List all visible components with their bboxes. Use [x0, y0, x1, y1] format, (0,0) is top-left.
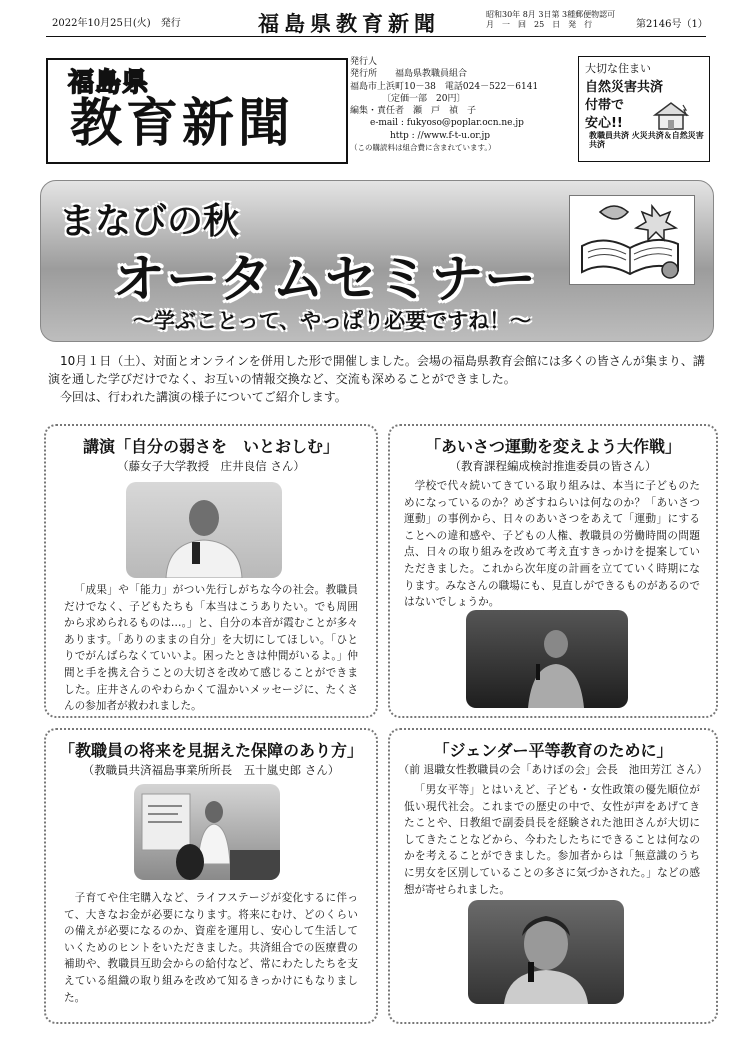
article-body: 「男女平等」とはいえど、子ども・女性政策の優先順位が低い現代社会。これまでの歴史の中で、女性が声をあげてきたことや、日教組で副委員長を経験された池田さんが大切にしてきたことなどから、今わたしたちにできることは何なのかを考えることができました。参加者からは「無意識のうちに男女を区別していることの多さに気づかされた。」などの感想が寄せられました。 — [404, 784, 700, 896]
intro-text — [48, 352, 710, 406]
permit-line-2: 月 一 回 25 日 発 行 — [486, 20, 593, 29]
article-title: 「ジェンダー平等教育のために」 — [433, 741, 673, 760]
banner-subtitle: ～学ぶことって、やっぱり必要ですね！～ — [133, 309, 532, 333]
article-byline: （前 退職女性教職員の会「あけぼの会」会長 池田芳江 さん） — [398, 763, 708, 776]
article-title: 「教職員の将来を見据えた保障のあり方」 — [58, 741, 363, 760]
article-body: 子育てや住宅購入など、ライフステージが変化するに伴って、大きなお金が必要になります。将来にむけ、どのくらいの備えが必要になるのか、資産を運用し、安心して生活していくためのヒントをいただきました。共済組合での医療費の補助や、教職員互助会からの給付など、常にわたしたちを支えている組織の取り組みを改めて知るきっかけにもなりました。 — [64, 892, 358, 1004]
issue-date: 2022年10月25日(火) 発行 — [52, 18, 181, 29]
logo-title: 教育新聞 — [70, 93, 295, 154]
speaker-photo — [466, 610, 628, 708]
article-lecture-weakness — [44, 424, 378, 718]
speaker-photo — [126, 482, 282, 578]
publisher-row: 発行所 福島県教職員組合 — [350, 69, 468, 80]
article-byline: （教育課程編成検討推進委員の皆さん） — [449, 459, 657, 473]
publisher-row: 発行人 — [350, 57, 378, 67]
publisher-row: 編集・責任者 瀬 戸 禎 子 — [350, 106, 477, 117]
ad-line: 自然災害共済 — [585, 80, 664, 95]
ad-line: 大切な住まい — [585, 62, 651, 75]
postal-permit — [486, 10, 615, 30]
article-title: 「あいさつ運動を変えよう大作戦」 — [424, 437, 681, 456]
speaker-photo — [134, 784, 280, 880]
speaker-photo — [468, 900, 624, 1004]
banner-title: オータムセミナー — [113, 250, 538, 310]
publisher-url[interactable]: http : //www.f-t-u.or.jp — [390, 130, 491, 141]
article-greeting-campaign — [388, 424, 718, 718]
book-leaves-illustration — [569, 195, 695, 285]
article-title: 講演「自分の弱さを いとおしむ」 — [82, 437, 339, 456]
paper-name: 福島県教育新聞 — [258, 11, 440, 36]
publisher-info — [350, 56, 560, 154]
publisher-row: 〔定価一部 20円〕 — [382, 93, 466, 104]
banner-kicker: まなびの秋 — [59, 201, 240, 242]
permit-line-1: 昭和30年 8月 3日第 3種郵便物認可 — [486, 10, 616, 19]
publisher-row: 福島市上浜町10－38 電話024－522－6141 — [350, 81, 539, 92]
ad-line: 教職員共済 火災共済＆自然災害共済 — [589, 131, 704, 149]
article-staff-security — [44, 728, 378, 1024]
insurance-ad[interactable] — [578, 56, 710, 162]
intro-paragraph: 今回は、行われた講演の様子についてご紹介します。 — [60, 390, 347, 404]
article-byline: （藤女子大学教授 庄井良信 さん） — [117, 459, 305, 473]
intro-paragraph: 10月１日（土）、対面とオンラインを併用した形で開催しました。会場の福島県教育会館には多くの皆さんが集まり、講演を通した学びだけでなく、お互いの情報交換など、交流も深めることができました。 — [48, 354, 705, 386]
publisher-row: （この購読料は組合費に含まれています。） — [350, 143, 496, 153]
article-body: 学校で代々続いてきている取り組みは、本当に子どものためになっているのか？めざすねらいは何なのか？「あいさつ運動」の事例から、日々のあいさつをあえて「運動」にすることへの違和感や、子どもの人権、教職員の労働時間の問題点、日々の取り組みを改めて考え直すきっかけを提案していただきました。これから次年度の計画を立てていく時期になります。みなさんの職場にも、見直しができるものがあるのではないでしょうか。 — [404, 480, 700, 609]
article-gender-equality — [388, 728, 718, 1024]
issue-number: 第2146号（1） — [636, 19, 708, 30]
house-icon — [649, 99, 693, 131]
ad-line: 安心!! — [585, 116, 623, 131]
newspaper-logo — [46, 58, 348, 164]
ad-line: 付帯で — [585, 98, 625, 113]
article-byline: （教職員共済福島事業所所長 五十嵐史郎 さん） — [82, 763, 340, 777]
feature-banner — [40, 180, 714, 342]
header-rule — [46, 36, 706, 37]
article-body: 「成果」や「能力」がつい先行しがちな今の社会。教職員だけでなく、子どもたちも「本当はこうありたい。でも周囲から求められるものは…。」と、自分の本音が霞むことが多々あります。「ありのままの自分」を大切にしてほしい。「ひとりでがんばらなくていいよ。困ったときは仲間がいるよ。」仲間と手を携え合うことの大切さを改めて感じることができました。庄井さんのやわらかくて温かいメッセージに、たくさんの参加者が救われました。 — [64, 584, 358, 713]
publisher-email[interactable]: e-mail : fukyoso@poplar.ocn.ne.jp — [370, 118, 524, 129]
logo-prefecture: 福島県 — [68, 68, 150, 98]
